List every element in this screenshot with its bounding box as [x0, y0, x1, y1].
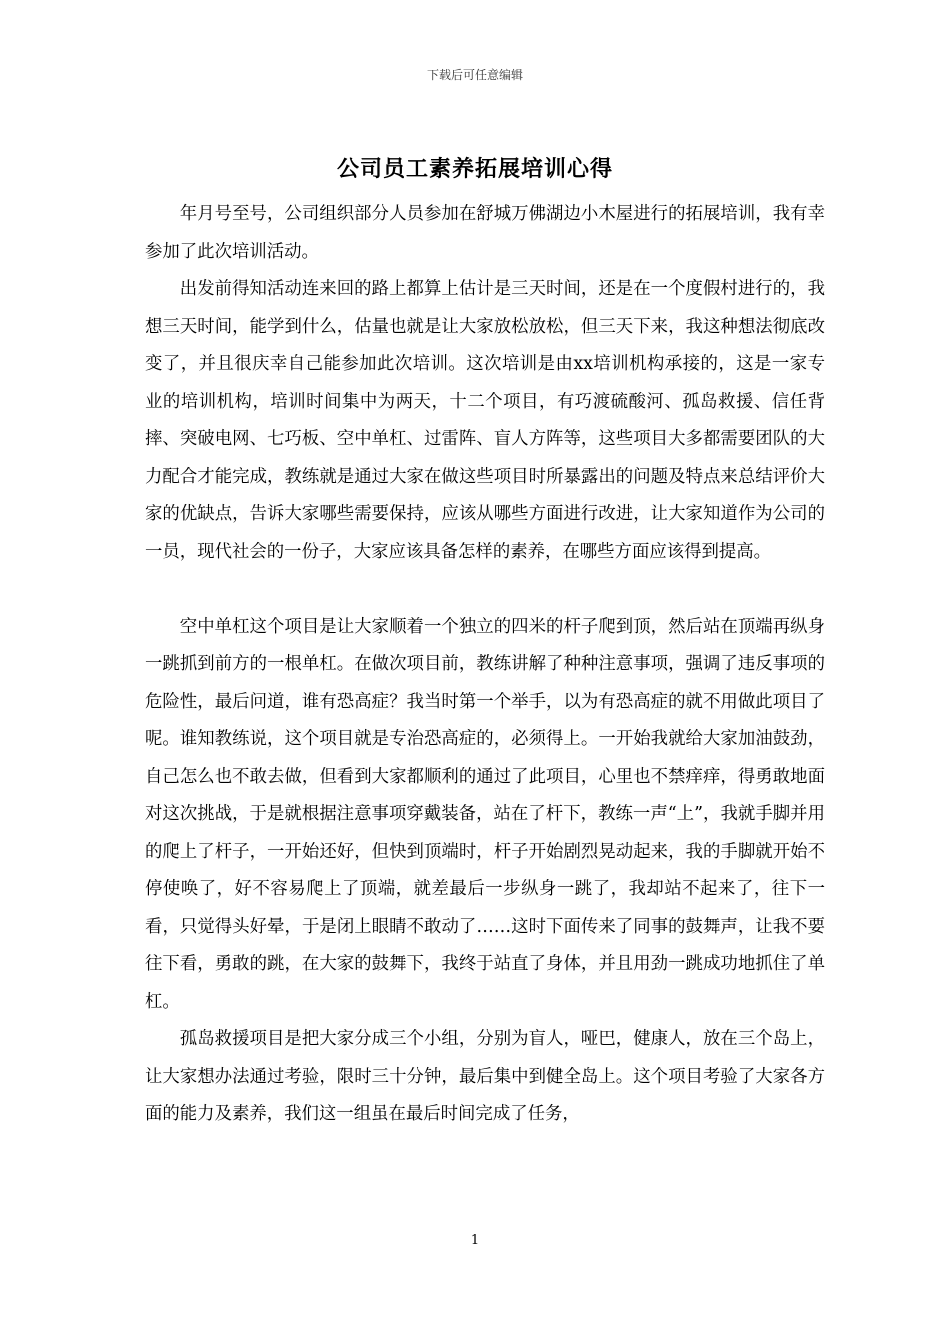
document-title: 公司员工素养拓展培训心得 [336, 156, 613, 182]
document-body [145, 196, 825, 1134]
paragraph-2: 出发前得知活动连来回的路上都算上估计是三天时间，还是在一个度假村进行的，我想三天时间，能学到什么，估量也就是让大家放松放松，但三天下来，我这种想法彻底改变了，并且很庆幸自己能参加此次培训。这次培训是由xx培训机构承接的，这是一家专业的培训机构，培训时间集中为两天，十二个项目，有巧渡硫酸河、孤岛救援、信任背摔、突破电网、七巧板、空中单杠、过雷阵、盲人方阵等，这些项目大多都需要团队的大力配合才能完成，教练就是通过大家在做这些项目时所暴露出的问题及特点来总结评价大家的优缺点，告诉大家哪些需要保持，应该从哪些方面进行改进，让大家知道作为公司的一员，现代社会的一份子，大家应该具备怎样的素养，在哪些方面应该得到提高。 [145, 279, 825, 562]
paragraph-1: 年月号至号，公司组织部分人员参加在舒城万佛湖边小木屋进行的拓展培训，我有幸参加了此次培训活动。 [145, 204, 825, 262]
paragraph-spacer [145, 571, 825, 609]
paragraph-4: 孤岛救援项目是把大家分成三个小组，分别为盲人，哑巴，健康人，放在三个岛上，让大家想办法通过考验，限时三十分钟，最后集中到健全岛上。这个项目考验了大家各方面的能力及素养，我们这一组虽在最后时间完成了任务， [145, 1029, 825, 1124]
paragraph-3: 空中单杠这个项目是让大家顺着一个独立的四米的杆子爬到顶，然后站在顶端再纵身一跳抓到前方的一根单杠。在做次项目前，教练讲解了种种注意事项，强调了违反事项的危险性，最后问道，谁有恐高症？我当时第一个举手，以为有恐高症的就不用做此项目了呢。谁知教练说，这个项目就是专治恐高症的，必须得上。一开始我就给大家加油鼓劲，自己怎么也不敢去做，但看到大家都顺利的通过了此项目，心里也不禁痒痒，得勇敢地面对这次挑战，于是就根据注意事项穿戴装备，站在了杆下，教练一声“上”，我就手脚并用的爬上了杆子，一开始还好，但快到顶端时，杆子开始剧烈晃动起来，我的手脚就开始不停使唤了，好不容易爬上了顶端，就差最后一步纵身一跳了，我却站不起来了，往下一看，只觉得头好晕，于是闭上眼睛不敢动了……这时下面传来了同事的鼓舞声，让我不要往下看，勇敢的跳，在大家的鼓舞下，我终于站直了身体，并且用劲一跳成功地抓住了单杠。 [145, 616, 825, 1012]
page-number: 1 [470, 1233, 480, 1248]
page-header: 下载后可任意编辑 [426, 68, 523, 82]
